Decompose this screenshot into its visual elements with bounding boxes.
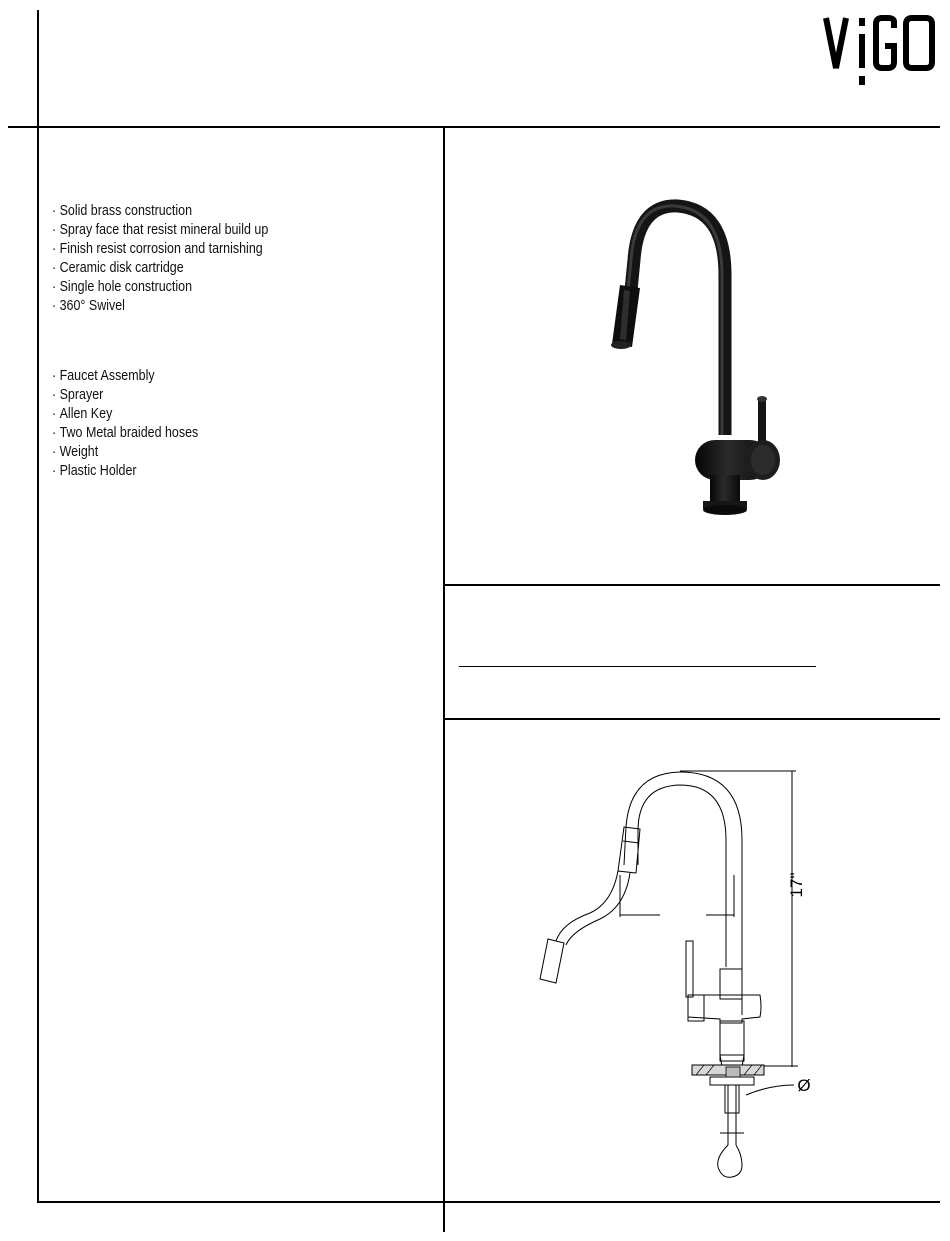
faucet-dimension-drawing xyxy=(520,755,840,1185)
list-item: · Allen Key xyxy=(52,405,198,424)
list-item: · Finish resist corrosion and tarnishing xyxy=(52,240,268,259)
list-item: · 360° Swivel xyxy=(52,297,268,316)
list-item: · Weight xyxy=(52,443,198,462)
included-items-list xyxy=(52,367,198,480)
diameter-symbol: Ø xyxy=(797,1076,811,1095)
vigo-logo xyxy=(822,14,938,88)
list-item: · Single hole construction xyxy=(52,278,268,297)
spec-section-rule xyxy=(445,718,940,720)
image-section-rule xyxy=(445,584,940,586)
faucet-product-image xyxy=(560,190,820,530)
list-item: · Two Metal braided hoses xyxy=(52,424,198,443)
list-item: · Sprayer xyxy=(52,386,198,405)
list-item: · Plastic Holder xyxy=(52,462,198,481)
list-item: · Ceramic disk cartridge xyxy=(52,259,268,278)
list-item: · Faucet Assembly xyxy=(52,367,198,386)
height-dimension-label: 17" xyxy=(787,872,806,898)
list-item: · Spray face that resist mineral build up xyxy=(52,221,268,240)
footer-rule xyxy=(37,1201,940,1203)
center-column-rule xyxy=(443,126,445,1232)
spec-divider-line xyxy=(459,666,816,667)
features-list xyxy=(52,202,268,315)
left-margin-rule xyxy=(37,10,39,1203)
list-item: · Solid brass construction xyxy=(52,202,268,221)
header-rule xyxy=(8,126,940,128)
